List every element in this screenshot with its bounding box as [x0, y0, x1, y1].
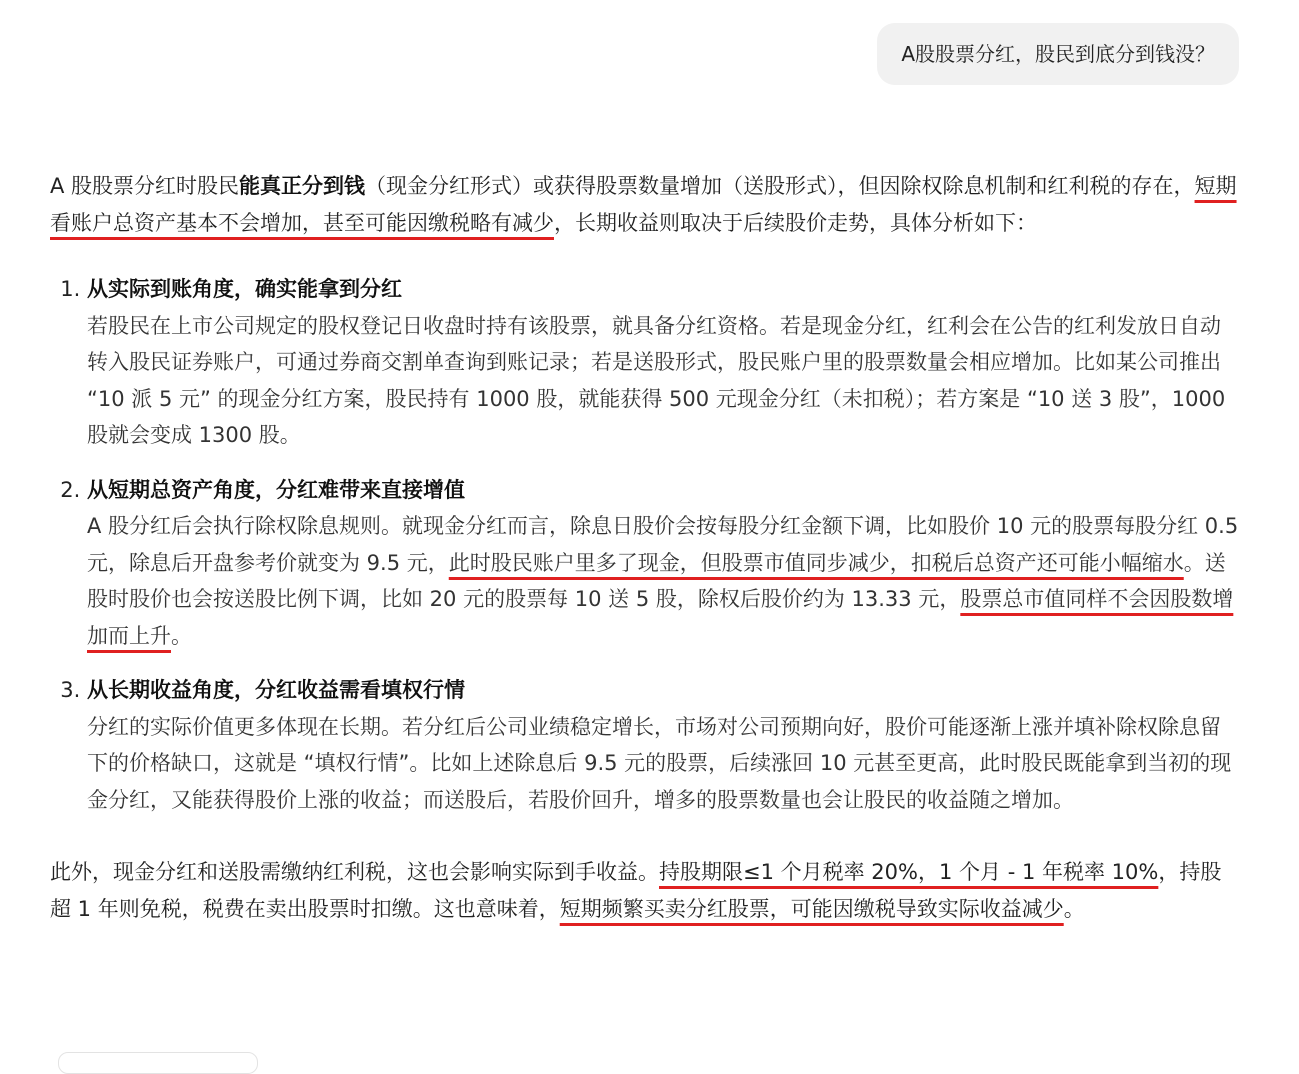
- item-3-body: 分红的实际价值更多体现在长期。若分红后公司业绩稳定增长，市场对公司预期向好，股价可能逐渐上涨并填补除权除息留下的价格缺口，这就是 “填权行情”。比如上述除息后 9.5 元的股票，后续涨回 10 元甚至更高，此时股民既能拿到当初的现金分红，又能获得股价上涨的收益；而送股后，若股价回升，增多的股票数量也会让股民的收益随之增加。: [87, 714, 1232, 812]
- item-2-underlined-2: 股票总市值同样不会因股数增加而上升: [87, 587, 1234, 648]
- item-1-body: 若股民在上市公司规定的股权登记日收盘时持有该股票，就具备分红资格。若是现金分红，红利会在公告的红利发放日自动转入股民证券账户，可通过券商交割单查询到账记录；若是送股形式，股民账户里的股票数量会相应增加。比如某公司推出 “10 派 5 元” 的现金分红方案，股民持有 1000 股，就能获得 500 元现金分红（未扣税）；若方案是 “10 送 3 股”，1000 股就会变成 1300 股。: [87, 313, 1226, 447]
- item-2-text-2: 。送股时股价也会按送股比例下调，比如 20 元的股票每 10 送 5 股，除权后股价约为 13.33 元，: [87, 550, 1226, 611]
- outro-underlined-1: 持股期限≤1 个月税率 20%，1 个月 - 1 年税率 10%: [659, 860, 1159, 884]
- outro-text-3: 。: [1063, 896, 1085, 921]
- item-2-body: [87, 508, 1240, 654]
- outro-text-1: 此外，现金分红和送股需缴纳红利税，这也会影响实际到手收益。: [50, 860, 659, 884]
- list-item-1: [87, 271, 1240, 454]
- outro-text-2: ，持股超 1 年则免税，税费在卖出股票时扣缴。这也意味着，: [50, 860, 1222, 921]
- intro-text-1: A 股股票分红时股民: [50, 174, 240, 198]
- item-1-title: 1. 从实际到账角度，确实能拿到分红: [87, 277, 402, 301]
- list-item-2: [87, 472, 1240, 655]
- action-button-partial[interactable]: [58, 1052, 258, 1074]
- user-message-bubble: [877, 23, 1239, 85]
- intro-underlined: 短期看账户总资产基本不会增加，甚至可能因缴税略有减少: [50, 174, 1237, 235]
- item-2-text-1: A 股分红后会执行除权除息规则。就现金分红而言，除息日股价会按每股分红金额下调，比如股价 10 元的股票每股分红 0.5 元，除息后开盘参考价就变为 9.5 元，: [87, 514, 1239, 575]
- intro-text-2: （现金分红形式）或获得股票数量增加（送股形式），但因除权除息机制和红利税的存在，: [365, 174, 1195, 198]
- user-message-text: A股股票分红，股民到底分到钱没？: [901, 42, 1215, 66]
- item-2-title: 2. 从短期总资产角度，分红难带来直接增值: [87, 477, 465, 502]
- intro-paragraph: [50, 168, 1240, 241]
- outro-paragraph: [50, 854, 1240, 927]
- item-2-text-3: 。: [171, 623, 192, 648]
- item-2-underlined-1: 此时股民账户里多了现金，但股票市值同步减少，扣税后总资产还可能小幅缩水: [448, 550, 1184, 575]
- assistant-answer: [50, 168, 1240, 927]
- item-3-title: 3. 从长期收益角度，分红收益需看填权行情: [87, 678, 465, 702]
- intro-bold: 能真正分到钱: [239, 174, 366, 198]
- intro-text-3: ，长期收益则取决于后续股价走势，具体分析如下：: [554, 210, 1037, 235]
- list-item-3: [87, 672, 1240, 818]
- analysis-list: [50, 271, 1240, 818]
- outro-underlined-2: 短期频繁买卖分红股票，可能因缴税导致实际收益减少: [559, 896, 1064, 921]
